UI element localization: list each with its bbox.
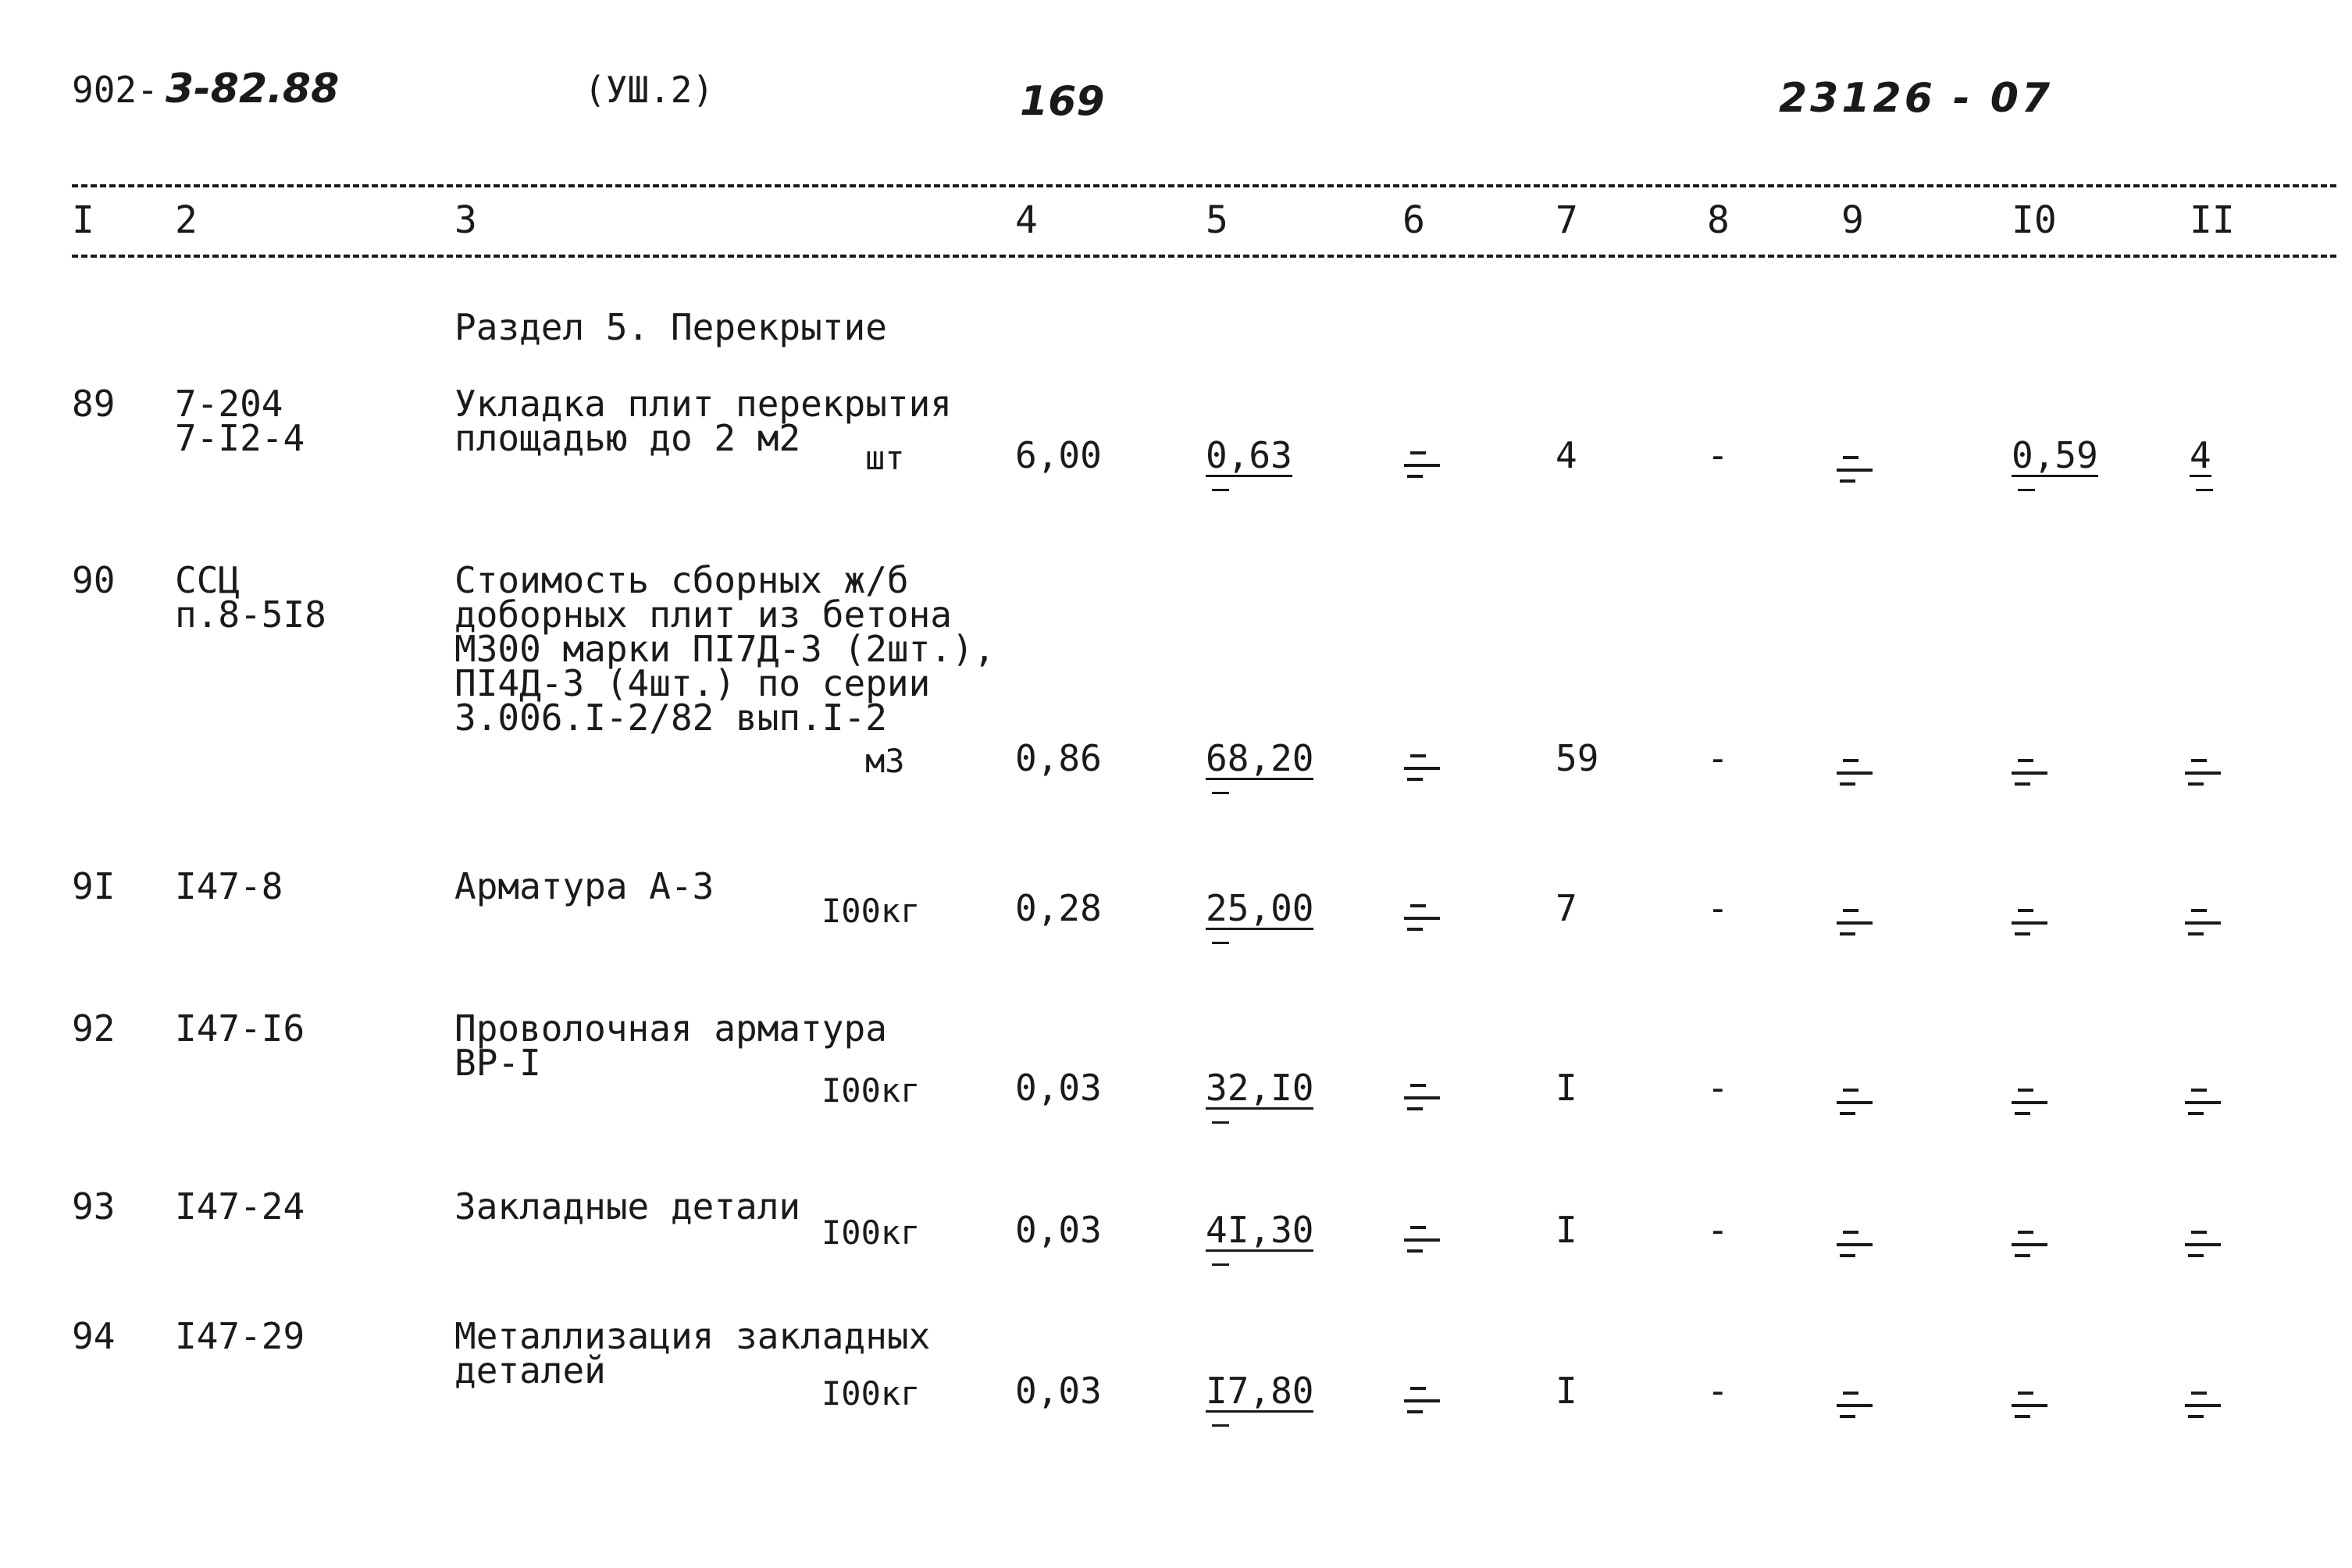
row-col10-ditto	[2007, 898, 2054, 932]
row-code: I47-I6	[175, 1007, 305, 1049]
row-description: ВР-I	[454, 1042, 541, 1084]
row-col8: -	[1707, 1209, 1729, 1251]
row-unit-price: 4I,30	[1206, 1209, 1314, 1251]
row-col11-ditto	[2180, 748, 2227, 782]
column-header: 8	[1707, 198, 1730, 242]
row-code: I47-24	[175, 1185, 305, 1228]
column-header: 4	[1015, 198, 1038, 242]
row-col7: 59	[1556, 737, 1599, 779]
row-col10-ditto	[2007, 1078, 2054, 1112]
row-col9-ditto	[1832, 1078, 1879, 1112]
row-code: 7-204	[175, 383, 283, 425]
row-code: п.8-5I8	[175, 593, 326, 636]
column-header: 6	[1402, 198, 1425, 242]
row-col10-ditto	[2007, 748, 2054, 782]
row-col6-ditto	[1399, 743, 1446, 778]
column-header: 9	[1841, 198, 1864, 242]
row-description: Укладка плит перекрытия	[454, 383, 952, 425]
row-description: 3.006.I-2/82 вып.I-2	[454, 697, 887, 739]
row-quantity: 0,03	[1015, 1209, 1102, 1251]
row-description: ПI4Д-3 (4шт.) по серии	[454, 662, 931, 704]
row-unit: I00кг	[821, 1071, 921, 1110]
row-col11-ditto	[2180, 1078, 2227, 1112]
row-description: Закладные детали	[454, 1185, 801, 1228]
row-unit-price: 68,20	[1206, 737, 1314, 779]
row-quantity: 0,03	[1015, 1067, 1102, 1109]
row-code: I47-8	[175, 865, 283, 907]
row-unit-price: I7,80	[1206, 1370, 1314, 1412]
row-col7: I	[1556, 1067, 1577, 1109]
row-quantity: 6,00	[1015, 434, 1102, 476]
column-header: 5	[1206, 198, 1228, 242]
row-unit: I00кг	[821, 892, 921, 930]
doc-number-handwritten: 3-82.88	[166, 66, 340, 112]
column-header: I	[72, 198, 94, 242]
column-header: 3	[454, 198, 477, 242]
column-header: 2	[175, 198, 198, 242]
row-quantity: 0,86	[1015, 737, 1102, 779]
row-description: Арматура А-3	[454, 865, 715, 907]
row-description: М300 марки ПI7Д-3 (2шт.),	[454, 628, 996, 670]
row-col7: 7	[1556, 887, 1577, 929]
row-col10: 0,59	[2012, 434, 2098, 476]
row-description: Проволочная арматура	[454, 1007, 887, 1049]
row-col6-ditto	[1399, 1073, 1446, 1107]
row-code: 7-I2-4	[175, 417, 305, 459]
row-col11-ditto	[2180, 1220, 2227, 1254]
row-unit-price: 25,00	[1206, 887, 1314, 929]
row-unit: м3	[865, 742, 905, 780]
row-col6-ditto	[1399, 440, 1446, 475]
doc-prefix: 902-	[72, 69, 159, 111]
column-header: 7	[1556, 198, 1578, 242]
row-code: ССЦ	[175, 559, 241, 601]
row-unit-price: 32,I0	[1206, 1067, 1314, 1109]
row-unit: I00кг	[821, 1374, 921, 1413]
row-col7: I	[1556, 1370, 1577, 1412]
column-header: I0	[2012, 198, 2057, 242]
row-unit: I00кг	[821, 1213, 921, 1252]
row-number: 90	[72, 559, 116, 601]
row-number: 92	[72, 1007, 116, 1049]
header-rule	[72, 255, 2336, 258]
row-col9-ditto	[1832, 1220, 1879, 1254]
row-number: 9I	[72, 865, 116, 907]
row-col10-ditto	[2007, 1220, 2054, 1254]
row-col8: -	[1707, 434, 1729, 476]
row-col9-ditto	[1832, 748, 1879, 782]
section-title: Раздел 5. Перекрытие	[454, 306, 887, 348]
row-unit-price: 0,63	[1206, 434, 1292, 476]
row-col10-ditto	[2007, 1381, 2054, 1415]
row-description: Стоимость сборных ж/б	[454, 559, 909, 601]
row-description: площадью до 2 м2	[454, 417, 801, 459]
row-quantity: 0,28	[1015, 887, 1102, 929]
row-number: 89	[72, 383, 116, 425]
row-col8: -	[1707, 1067, 1729, 1109]
row-description: доборных плит из бетона	[454, 593, 952, 636]
row-col11-ditto	[2180, 1381, 2227, 1415]
row-col8: -	[1707, 887, 1729, 929]
row-col6-ditto	[1399, 1376, 1446, 1410]
row-col9-ditto	[1832, 445, 1879, 479]
row-col7: 4	[1556, 434, 1577, 476]
sheet-code: 23126 - 07	[1779, 75, 2054, 122]
row-description: деталей	[454, 1349, 606, 1392]
row-col6-ditto	[1399, 893, 1446, 928]
row-quantity: 0,03	[1015, 1370, 1102, 1412]
row-col7: I	[1556, 1209, 1577, 1251]
row-col8: -	[1707, 1370, 1729, 1412]
row-number: 94	[72, 1315, 116, 1357]
top-rule	[72, 184, 2336, 187]
section-code: (УШ.2)	[584, 69, 715, 111]
row-col9-ditto	[1832, 1381, 1879, 1415]
row-col11-ditto	[2180, 898, 2227, 932]
row-description: Металлизация закладных	[454, 1315, 931, 1357]
row-number: 93	[72, 1185, 116, 1228]
row-unit: шт	[865, 439, 905, 477]
row-col8: -	[1707, 737, 1729, 779]
row-col11: 4	[2190, 434, 2211, 476]
column-header: II	[2190, 198, 2235, 242]
page-number: 169	[1020, 78, 1105, 125]
row-col9-ditto	[1832, 898, 1879, 932]
row-col6-ditto	[1399, 1215, 1446, 1249]
row-code: I47-29	[175, 1315, 305, 1357]
